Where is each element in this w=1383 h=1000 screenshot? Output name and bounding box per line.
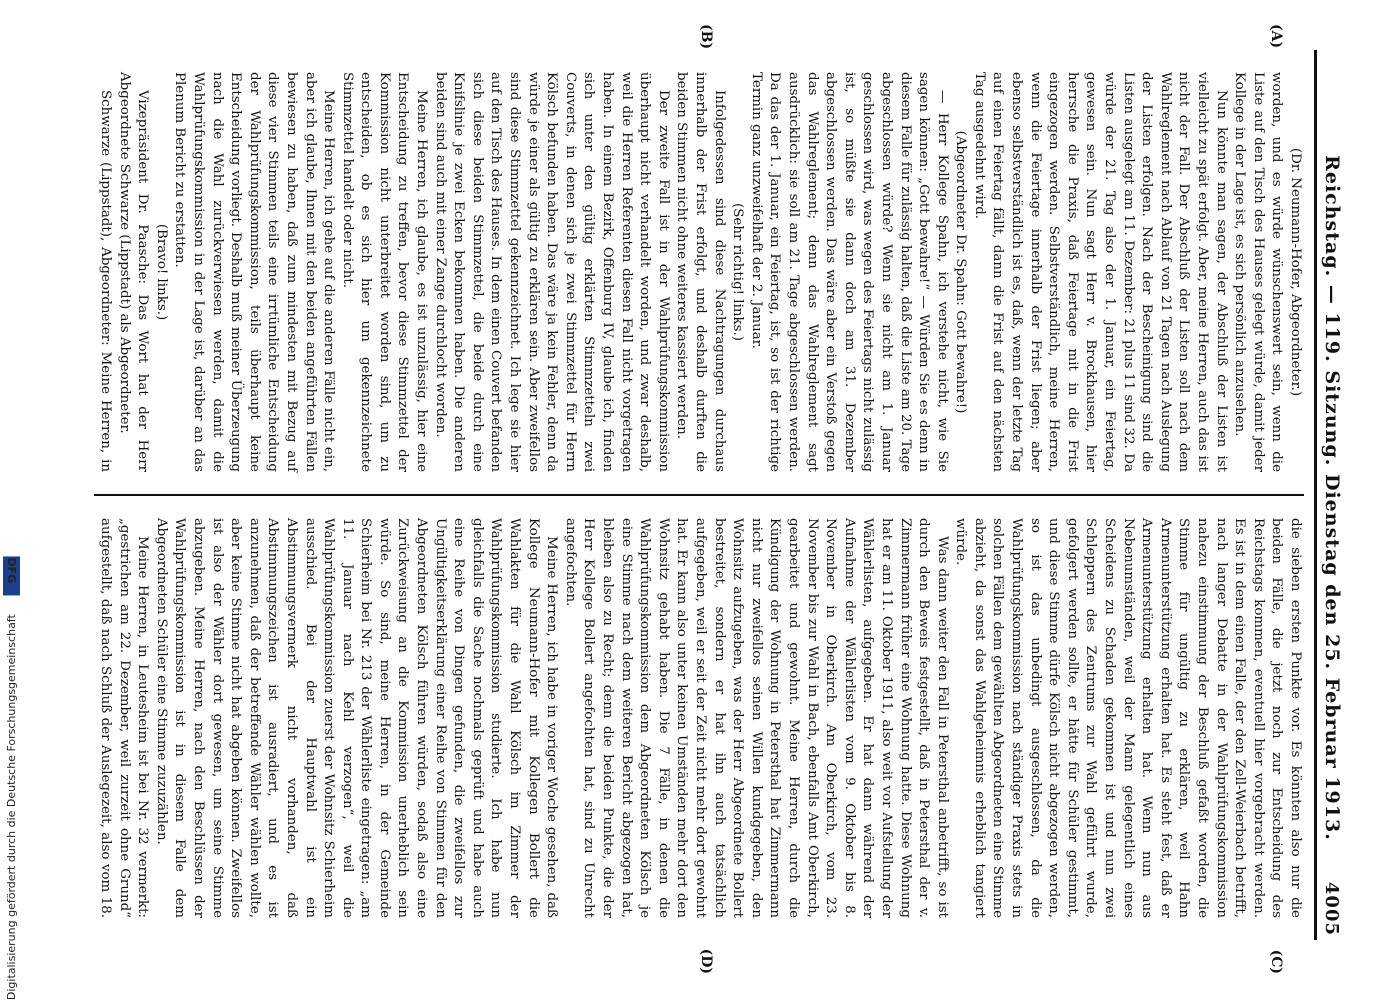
paragraph: Meine Herren, ich habe in voriger Woche gesehen, daß Kollege Neumann-Hofer mit Kollegen Bollert die Wahlakten für die Wahl Kölsch im Zimmer der Wahlprüfungskommission studierte. Ich habe nun gleichfalls die Sache nochmals geprüft und habe auch eine Reihe von Dingen gefunden, die zweifellos zur Ungültigkeitserklärung einer Reihe von Stimmen für den Abgeordneten Kölsch führen würden, sodaß also eine Zurückweisung an die Kommission unerheblich sein würde. So sind, meine Herren, in der Gemeinde Schierheim bei Nr. 213 der Wählerliste eingetragen: „am 11. Januar nach Kehl verzogen“, weil die Wahlprüfungskommission zuerst der Wohnsitz Schierheim ausschied. Bei der Hauptwahl ist ein Abstimmungsvermerk nicht vorhanden, daß Abstimmungszeichen ist ausradiert, und es ist anzunehmen, daß der betreffende Wähler wählen wollte, aber keine Stimme nicht hat abgeben können. Zweifellos ist also der Wähler dort gewesen, um seine Stimme abzugeben. Meine Herren, nach den Beschlüssen der Wahlprüfungskommission ist in diesem Falle dem Abgeordneten Schüler eine Stimme zuzuzählen.	[153, 518, 560, 918]
left-column	[94, 50, 1304, 494]
paragraph: worden, und es würde wünschenswert sein, wenn die Liste auf den Tisch des Hauses gelegt würde, damit jeder Kollege in der Lage ist, es sich persönlich anzusehen.	[1232, 72, 1285, 472]
interjection: (Abgeordneter Dr. Spahn: Gott bewahre!)	[953, 130, 969, 414]
paragraph: Meine Herren, ich gehe auf die anderen Fälle nicht ein, aber ich glaube, Ihnen mit den beiden angeführten Fällen bewiesen zu haben, daß zum mindesten mit Bezug auf diese vier Stimmen teils eine irrtümliche Entscheidung der Wahlprüfungskommission, teils überhaupt keine Entscheidung vorliegt. Deshalb muß meiner Überzeugung nach die Wahl zurückverwiesen werden, damit die Wahlprüfungskommission in der Lage ist, darüber an das Plenum Bericht zu erstatten.	[172, 72, 337, 472]
paragraph: Infolgedessen sind diese Nachtragungen durchaus innerhalb der Frist erfolgt, und deshalb durften die beiden Stimmen nicht ohne weiteres kassiert werden.	[674, 72, 727, 472]
dfg-caption-text: Digitalisierung gefördert durch die Deutsche Forschungsgemeinschaft	[4, 614, 18, 1000]
paragraph: die sieben ersten Punkte vor. Es könnten also nur die beiden Fälle, die jetzt noch zur Entscheidung des Reichstags kommen, eventuell hier vorgebracht werden. Es ist in dem einen Falle, der den Zell-Weierbach betrifft, nach langer Debatte in der Wahlprüfungskommission nahezu einstimmung der Beschluß gefaßt worden, die Stimme für ungültig zu erklären, weil Hahn Armenunterstützung erhalten hat. Es steht fest, daß er Armenunterstützung erhalten hat. Wenn nun aus Nebenumständen, weil der Mann gelegentlich eines Scheidens zu Schaden gekommen ist und nun zwei Schleppern des Zentrums zur Wahl geführt wurde, gefolgert werden sollte, er hätte für Schüler gestimmt, und diese Stimme dürfe Kölsch nicht abgezogen werden, so ist das unbedingt ausgeschlossen, da die Wahlprüfungskommission nach ständiger Praxis stets in solchen Fällen dem gewählten Abgeordneten eine Stimme abzieht, da sonst das Wahlgeheimnis erheblich tangiert würde.	[953, 518, 1303, 918]
paragraph: Meine Herren, in Leutesheim ist bei Nr. 32 vermerkt: „gestrichen am 22. Dezember, weil zurzeit ohne Grund“ aufgestellt, daß nach Schluß der Auslegezeit, also vom 18.	[98, 518, 151, 918]
margin-marker-d: (D)	[698, 948, 714, 974]
paragraph: Meine Herren, ich glaube, es ist unzulässig, hier eine Entscheidung zu treffen, bevor diese Stimmzettel der Kommission nicht unterbreitet worden sind, um zu entscheiden, ob es sich hier um gekennzeichnete Stimmzettel handelt oder nicht.	[339, 72, 430, 472]
interjection: (Bravo! links.)	[153, 223, 169, 321]
margin-marker-c: (C)	[1268, 949, 1284, 974]
paragraph: — Herr Kollege Spahn, ich verstehe nicht, wie Sie sagen können: „Gott bewahre!“ — Würden Sie es denn in diesem Falle für zulässig halten, daß die Liste am 20. Tage abgeschlossen würde? Wenn sie nicht am 1. Januar geschlossen wird, was wegen des Feiertags nicht zulässig ist, so müßte sie dann doch am 31. Dezember abgeschlossen werden. Das wäre aber ein Verstoß gegen das Wahlreglement; denn das Wahlreglement sagt ausdrücklich: sie soll am 21. Tage abgeschlossen werden. Da das der 1. Januar, ein Feiertag, ist, so ist der richtige Termin ganz unzweifelhaft der 2. Januar.	[748, 72, 950, 472]
right-column	[94, 496, 1304, 940]
paragraph: Nun könnte man sagen, der Abschluß der Listen ist vielleicht zu spät erfolgt. Aber, meine Herren, auch das ist nicht der Fall. Der Abschluß der Listen soll nach dem Wahlreglement nach Ablauf von 21 Tagen nach Auslegung der Listen erfolgen. Nach der Bescheinigung sind die Listen ausgelegt am 11. Dezember: 21 plus 11 sind 32. Da würde der 21. Tag also der 1. Januar, ein Feiertag, gewesen sein. Nun sagt Herr v. Brockhausen, hier herrsche die Praxis, daß Feiertage mit in die Frist eingezogen werden. Selbstverständlich, meine Herren, wenn die Feiertage innerhalb der Frist liegen; aber ebenso selbstverständlich ist es, daß, wenn der letzte Tag auf einen Feiertag fällt, dann die Frist auf den nächsten Tag ausgedehnt wird.	[971, 72, 1229, 472]
paragraph: Der zweite Fall ist in der Wahlprüfungskommission überhaupt nicht verhandelt worden, und zwar deshalb, weil die Herren Referenten diesen Fall nicht vorgetragen haben. In einem Bezirk, Offenburg IV, glaube ich, finden sich unter den gültig erklärten Stimmzetteln zwei Couverts, in denen sich je zwei Stimmzettel für Herrn Kölsch befunden haben. Das wäre ja kein Fehler, denn da würde je einer als gültig zu erklären sein. Aber zweifellos sind diese Stimmzettel gekennzeichnet. Ich lege sie hier auf den Tisch des Hauses. In dem einen Couvert befanden sich diese beiden Stimmzettel, die beide durch eine Knifslinie je zwei Ecken bekommen haben. Die anderen beiden sind auch mit einer Zange durchlocht worden.	[432, 72, 671, 472]
page-title: Reichstag. — 119. Sitzung. Dienstag den 25. Februar 1913.	[1321, 155, 1343, 841]
speaker-line: (Dr. Neumann-Hofer, Abgeordneter.)	[1288, 147, 1303, 397]
page-header	[1314, 50, 1343, 940]
dfg-logo: DFG	[3, 556, 20, 595]
margin-marker-a: (A)	[1268, 24, 1284, 49]
paragraph: Vizepräsident Dr. Paasche: Das Wort hat der Herr Abgeordnete Schwarze (Lippstadt) als Abgeordneter.	[116, 72, 151, 472]
margin-marker-b: (B)	[698, 24, 714, 50]
paragraph: Schwarze (Lippstadt), Abgeordneter: Meine Herren, in	[98, 90, 113, 472]
interjection: (Sehr richtig! links.)	[730, 203, 746, 341]
paragraph: Was dann weiter den Fall in Petersthal anbetrifft, so ist durch den Beweis festgestellt, daß in Petersthal der v. Zimmermann früher eine Wohnung hatte. Diese Wohnung hat er am 11. Oktober 1911, also weit vor Aufstellung der Wählerlisten, aufgegeben. Er hat dann während der Aufnahme der Wählerlisten vom 9. Oktober bis 8. November in Oberkirch. Am Oberkirch, vom 23. November bis zur Wahl in Bach, ebenfalls Amt Oberkirch, gearbeitet und gewohnt. Meine Herren, durch die Kündigung der Wohnung in Petersthal hat Zimmermann nicht nur zweifellos seinen Willen kundgegeben, den Wohnsitz aufzugeben, was der Herr Abgeordnete Bollert bestreitet, sondern er hat ihn auch tatsächlich aufgegeben, weil er seit der Zeit nicht mehr dort gewohnt hat. Er kann also unter keinen Umständen mehr dort den Wohnsitz gehabt haben. Die 7 Fälle, in denen die Wahlprüfungskommission dem Abgeordneten Kölsch je eine Stimme nach dem weiteren Bericht abgezogen hat, bleiben also zu Recht; denn die beiden Punkte, die der Herr Kollege Bollert angefochten hat, sind zu Unrecht angefochten.	[562, 518, 950, 918]
page-number: 4005	[1321, 881, 1342, 936]
text-columns	[94, 24, 1304, 974]
